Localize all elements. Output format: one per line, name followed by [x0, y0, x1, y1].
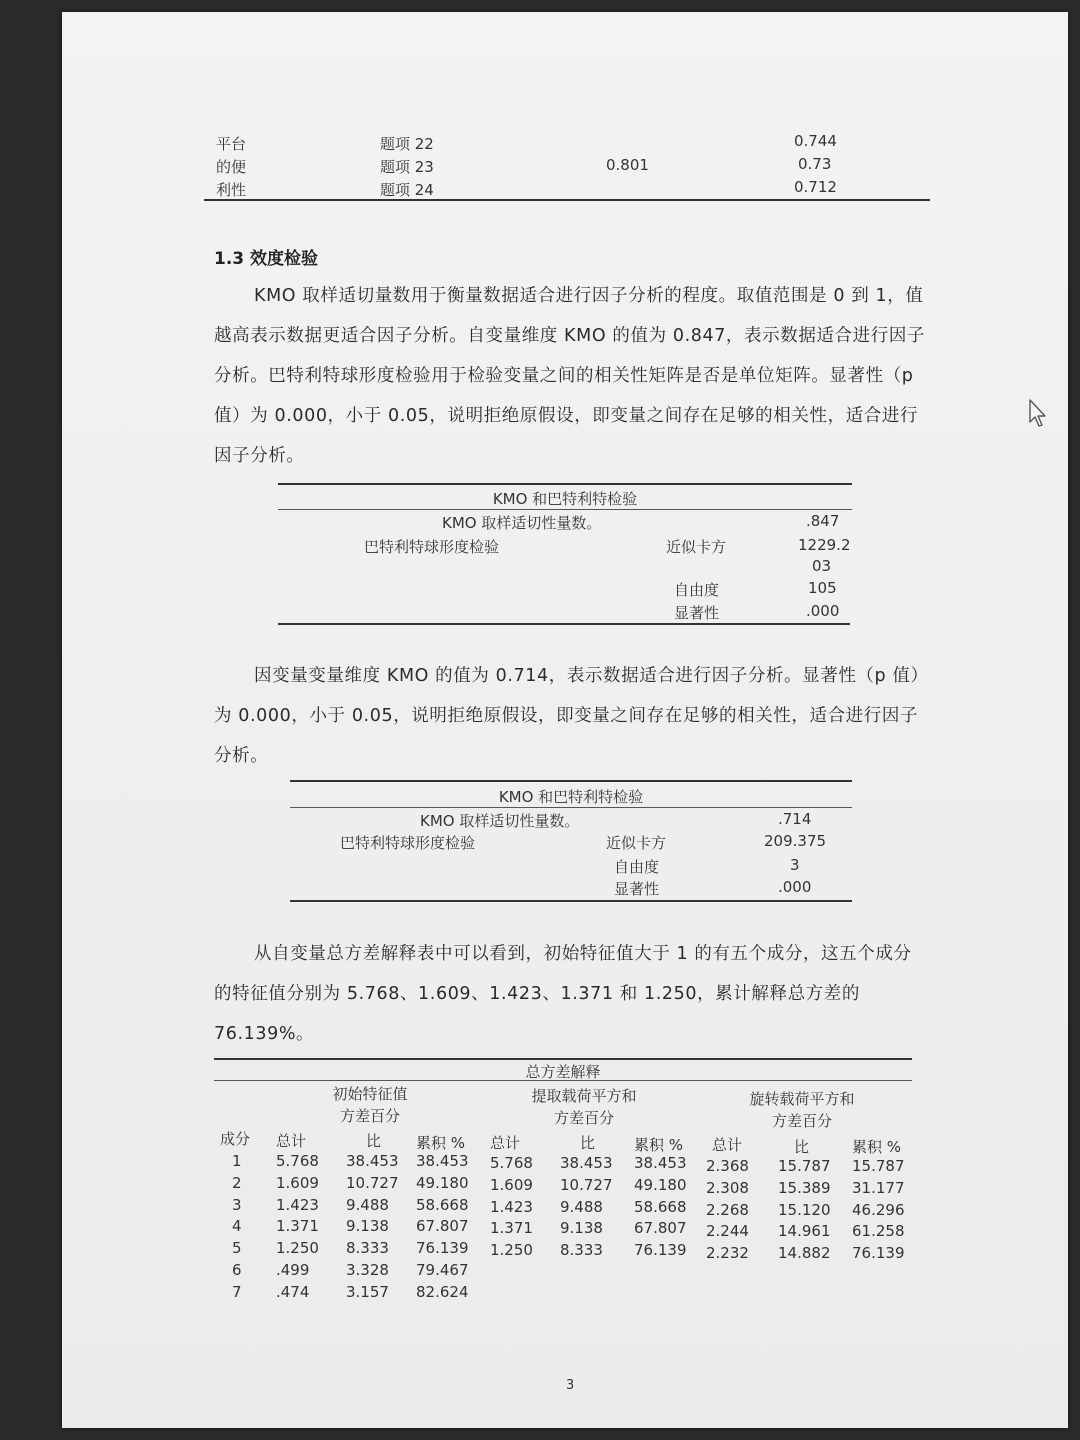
table-header-rule [290, 807, 852, 808]
column-header: 总计 [276, 1132, 307, 1150]
table-cell: 5.768 [490, 1154, 533, 1172]
column-header: 累积 % [852, 1138, 902, 1156]
table-top-rule [290, 780, 852, 782]
df-label: 自由度 [674, 581, 720, 599]
table-cell: 1.609 [490, 1175, 533, 1194]
table-header-rule [214, 1080, 912, 1081]
table-cell: 0.73 [798, 155, 832, 173]
table-header-rule [278, 509, 852, 510]
table-top-rule [214, 1058, 912, 1060]
column-header: 累积 % [634, 1136, 684, 1154]
column-header: 比 [794, 1138, 810, 1156]
table-cell: 38.453 [346, 1152, 399, 1170]
table-cell: 平台 [216, 135, 247, 153]
table-cell: 2.244 [706, 1222, 749, 1241]
table-bottom-rule [204, 199, 930, 201]
table-cell: 14.961 [778, 1222, 831, 1241]
table-cell: 10.727 [346, 1173, 399, 1192]
column-header: 总计 [712, 1136, 743, 1154]
table-title: KMO 和巴特利特检验 [498, 788, 644, 806]
table-cell: 3.157 [346, 1282, 389, 1301]
table-cell: 67.807 [634, 1219, 687, 1238]
table-cell: 1.423 [490, 1197, 533, 1216]
table-cell: 0.744 [794, 132, 837, 150]
table-cell: 49.180 [634, 1175, 687, 1194]
table-cell: 15.389 [778, 1178, 831, 1197]
column-header: 成分 [220, 1130, 251, 1148]
column-header: 比 [366, 1132, 382, 1150]
table-cell: .474 [276, 1282, 310, 1301]
group-header-rotation-sub: 方差百分 [771, 1112, 832, 1130]
table-cell: 利性 [216, 181, 247, 199]
table-cell: 61.258 [852, 1222, 905, 1241]
table-cell: 9.488 [346, 1195, 389, 1214]
table-cell: 49.180 [416, 1173, 469, 1192]
chi-value-cont: 03 [812, 557, 832, 575]
table-cell: .499 [276, 1261, 310, 1279]
kmo-value: .714 [778, 810, 812, 828]
kmo-label: KMO 取样适切性量数。 [420, 812, 580, 830]
table-cell: 0.712 [794, 178, 837, 196]
table-cell: 9.488 [560, 1197, 603, 1216]
table-cell: 3.328 [346, 1261, 389, 1279]
table-cell: 题项 24 [380, 181, 434, 199]
table-cell: 2.368 [706, 1157, 749, 1175]
table-cell: 76.139 [634, 1241, 687, 1260]
table-cell: 15.787 [852, 1157, 905, 1175]
table-cell: 3 [232, 1195, 242, 1214]
bartlett-label: 巴特利特球形度检验 [340, 834, 476, 852]
chi-value: 209.375 [764, 832, 827, 850]
table-cell: 82.624 [416, 1282, 469, 1301]
table-cell: 9.138 [346, 1217, 389, 1236]
group-header-extraction: 提取载荷平方和 [531, 1087, 637, 1105]
mouse-pointer-icon [1028, 398, 1050, 430]
df-value: 3 [790, 856, 800, 874]
table-cell: 58.668 [634, 1197, 687, 1216]
chi-label: 近似卡方 [606, 834, 667, 852]
table-cell: 1.371 [276, 1217, 319, 1236]
table-cell: 76.139 [852, 1244, 905, 1263]
table-cell: 38.453 [560, 1154, 613, 1172]
table-cell: 4 [232, 1217, 242, 1236]
table-cell: 1.609 [276, 1173, 319, 1192]
kmo-value: .847 [806, 512, 840, 530]
section-heading: 1.3 效度检验 [214, 249, 319, 269]
chi-label: 近似卡方 [666, 538, 727, 556]
table-bottom-rule [278, 623, 850, 625]
table-cell: 14.882 [778, 1244, 831, 1263]
table-cell: 79.467 [416, 1261, 469, 1279]
table-cell: 的便 [216, 158, 247, 176]
table-cell: 9.138 [560, 1219, 603, 1238]
table-cell: 8.333 [346, 1239, 389, 1258]
table-bottom-rule [290, 900, 852, 902]
table-cell: 1.371 [490, 1219, 533, 1238]
table-cell: 10.727 [560, 1175, 613, 1194]
table-cell: 76.139 [416, 1239, 469, 1258]
table-cell: 2.268 [706, 1200, 749, 1219]
table-cell: 8.333 [560, 1241, 603, 1260]
group-header-initial-sub: 方差百分 [339, 1107, 400, 1125]
sig-value: .000 [778, 878, 812, 896]
column-header: 比 [580, 1134, 596, 1152]
chi-value: 1229.2 [798, 536, 851, 554]
table-cell: 题项 22 [380, 135, 434, 153]
table-cell: 46.296 [852, 1200, 905, 1219]
column-header: 累积 % [416, 1134, 466, 1152]
table-cell: 6 [232, 1261, 242, 1279]
table-cell: 15.120 [778, 1200, 831, 1219]
table-top-rule [278, 483, 852, 485]
table-title: KMO 和巴特利特检验 [492, 490, 638, 508]
bartlett-label: 巴特利特球形度检验 [364, 538, 500, 556]
sig-label: 显著性 [674, 604, 720, 622]
paragraph-1: KMO 取样适切量数用于衡量数据适合进行因子分析的程度。取值范围是 0 到 1，值越高表示数据更适合因子分析。自变量维度 KMO 的值为 0.847，表示数据适合进行因子分析。巴特利特球形度检验用于检验变量之间的相关性矩阵是否是单位矩阵。显著性（p 值）为 0.000，小于 0.05，说明拒绝原假设，即变量之间存在足够的相关性，适合进行因子分析。 [214, 286, 926, 466]
group-header-rotation: 旋转载荷平方和 [749, 1090, 855, 1108]
table-cell: 58.668 [416, 1195, 469, 1214]
table-cell: 2.308 [706, 1178, 749, 1197]
table-cell: 31.177 [852, 1178, 905, 1197]
paragraph-2: 因变量变量维度 KMO 的值为 0.714，表示数据适合进行因子分析。显著性（p 值）为 0.000，小于 0.05，说明拒绝原假设，即变量之间存在足够的相关性，适合进行因子分析。 [214, 666, 920, 766]
column-header: 总计 [490, 1134, 521, 1152]
df-label: 自由度 [614, 858, 660, 876]
kmo-label: KMO 取样适切性量数。 [442, 514, 602, 532]
paragraph-3: 从自变量总方差解释表中可以看到，初始特征值大于 1 的有五个成分，这五个成分的特征值分别为 5.768、1.609、1.423、1.371 和 1.250，累计解释总方差的 76.139%。 [214, 944, 912, 1044]
table-cell: 2.232 [706, 1244, 749, 1263]
table-cell: 1.250 [276, 1239, 319, 1258]
table-cell: 1 [232, 1152, 242, 1170]
table-cell: 1.250 [490, 1241, 533, 1260]
df-value: 105 [808, 579, 837, 597]
table-cell: 67.807 [416, 1217, 469, 1236]
table-cell: 15.787 [778, 1157, 831, 1175]
table-cell: 0.801 [606, 156, 649, 174]
table-cell: 38.453 [416, 1152, 469, 1170]
table-title: 总方差解释 [525, 1063, 601, 1081]
sig-value: .000 [806, 602, 840, 620]
table-cell: 1.423 [276, 1195, 319, 1214]
table-cell: 题项 23 [380, 158, 434, 176]
table-cell: 2 [232, 1173, 242, 1192]
group-header-initial: 初始特征值 [332, 1085, 408, 1103]
table-cell: 5 [232, 1239, 242, 1258]
sig-label: 显著性 [614, 880, 660, 898]
group-header-extraction-sub: 方差百分 [553, 1109, 614, 1127]
table-cell: 5.768 [276, 1152, 319, 1170]
table-cell: 38.453 [634, 1154, 687, 1172]
table-cell: 7 [232, 1282, 242, 1301]
page-number: 3 [566, 1378, 575, 1393]
